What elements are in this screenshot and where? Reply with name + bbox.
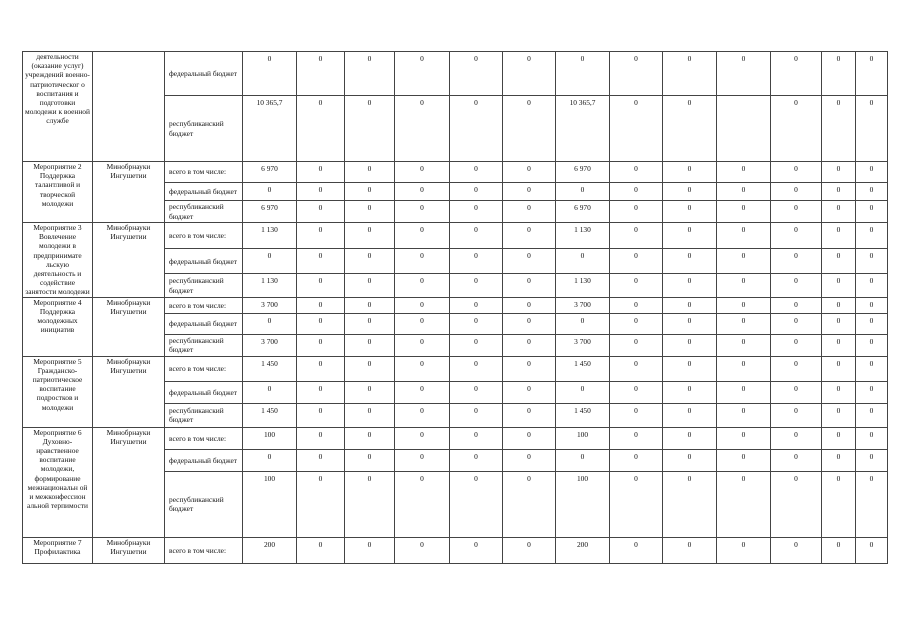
amount-cell: 0 [663,96,717,162]
amount-cell: 0 [822,427,856,449]
amount-cell: 0 [345,162,395,183]
amount-cell: 0 [771,356,822,381]
amount-cell: 0 [345,297,395,313]
amount-cell: 0 [717,223,771,249]
amount-cell: 0 [822,201,856,223]
amount-cell: 0 [663,356,717,381]
amount-cell: 0 [610,52,663,96]
table-row [23,52,888,96]
amount-cell: 0 [503,274,556,297]
amount-cell: 0 [503,183,556,201]
amount-cell: 0 [297,381,345,403]
amount-cell: 0 [243,449,297,471]
amount-cell: 0 [717,274,771,297]
amount-cell: 0 [345,471,395,537]
funding-source-cell: республиканский бюджет [165,403,243,427]
responsible-cell: Минобрнауки Ингушетии [93,223,165,298]
amount-cell: 0 [345,313,395,334]
amount-cell: 0 [822,297,856,313]
table-row [23,537,888,563]
amount-cell: 0 [503,96,556,162]
amount-cell: 0 [663,201,717,223]
amount-cell: 0 [663,297,717,313]
amount-cell: 1 450 [556,356,610,381]
amount-cell: 0 [243,249,297,274]
amount-cell: 0 [395,249,450,274]
amount-cell: 0 [822,52,856,96]
amount-cell: 0 [503,201,556,223]
amount-cell: 0 [556,249,610,274]
amount-cell: 0 [610,537,663,563]
amount-cell: 0 [450,471,503,537]
amount-cell: 0 [856,274,888,297]
amount-cell: 0 [503,223,556,249]
amount-cell: 0 [610,427,663,449]
amount-cell: 3 700 [556,334,610,356]
amount-cell: 1 450 [243,356,297,381]
amount-cell: 0 [450,403,503,427]
amount-cell: 0 [771,381,822,403]
amount-cell: 0 [395,313,450,334]
amount-cell: 0 [345,223,395,249]
amount-cell: 0 [856,449,888,471]
amount-cell: 0 [297,449,345,471]
amount-cell: 0 [297,162,345,183]
amount-cell: 0 [503,249,556,274]
amount-cell: 0 [556,449,610,471]
funding-source-cell: всего в том числе: [165,223,243,249]
amount-cell: 0 [822,403,856,427]
amount-cell: 0 [771,274,822,297]
funding-source-cell: республиканский бюджет [165,274,243,297]
amount-cell: 0 [297,427,345,449]
amount-cell: 0 [856,297,888,313]
amount-cell: 200 [556,537,610,563]
amount-cell: 0 [822,381,856,403]
amount-cell: 0 [717,449,771,471]
amount-cell: 0 [717,249,771,274]
amount-cell: 0 [822,162,856,183]
amount-cell: 0 [297,201,345,223]
amount-cell: 0 [345,427,395,449]
amount-cell: 0 [717,313,771,334]
amount-cell: 3 700 [243,334,297,356]
amount-cell: 6 970 [243,201,297,223]
amount-cell: 0 [771,52,822,96]
amount-cell: 0 [297,297,345,313]
amount-cell: 100 [556,427,610,449]
amount-cell: 0 [297,249,345,274]
amount-cell: 0 [822,274,856,297]
amount-cell: 0 [610,381,663,403]
amount-cell: 0 [610,274,663,297]
amount-cell: 0 [345,381,395,403]
amount-cell: 0 [243,183,297,201]
amount-cell: 0 [717,297,771,313]
amount-cell: 0 [663,334,717,356]
amount-cell: 10 365,7 [556,96,610,162]
amount-cell: 0 [856,403,888,427]
measure-name-cell: Мероприятие 5 Гражданско-патриотическое воспитание подростков и молодежи [23,356,93,427]
amount-cell: 0 [717,201,771,223]
amount-cell: 100 [243,427,297,449]
funding-source-cell: республиканский бюджет [165,96,243,162]
measure-name-cell: деятельности (оказание услуг) учреждений военно-патриотическог о воспитания и подготовки молодежи к военной службе [23,52,93,162]
amount-cell: 0 [297,52,345,96]
amount-cell: 1 450 [243,403,297,427]
amount-cell: 0 [503,449,556,471]
amount-cell: 0 [395,223,450,249]
amount-cell: 0 [395,334,450,356]
funding-source-cell: республиканский бюджет [165,201,243,223]
amount-cell: 0 [771,297,822,313]
amount-cell: 0 [822,249,856,274]
amount-cell: 0 [610,201,663,223]
amount-cell: 0 [856,96,888,162]
table-body [23,52,888,564]
amount-cell: 0 [771,96,822,162]
amount-cell: 0 [395,381,450,403]
funding-source-cell: всего в том числе: [165,537,243,563]
amount-cell: 6 970 [556,201,610,223]
responsible-cell: Минобрнауки Ингушетии [93,356,165,427]
amount-cell: 0 [610,223,663,249]
amount-cell: 0 [717,183,771,201]
amount-cell: 0 [856,356,888,381]
amount-cell: 0 [297,537,345,563]
amount-cell: 0 [345,356,395,381]
amount-cell: 1 130 [556,274,610,297]
amount-cell: 0 [663,381,717,403]
amount-cell: 0 [243,52,297,96]
table-row [23,223,888,249]
amount-cell: 100 [243,471,297,537]
amount-cell: 0 [663,313,717,334]
amount-cell: 0 [345,52,395,96]
amount-cell: 0 [610,471,663,537]
amount-cell: 0 [771,162,822,183]
budget-table [22,51,888,564]
table-row [23,162,888,183]
measure-name-cell: Мероприятие 6 Духовно-нравственное воспитание молодежи, формирование межнациональн ой и межконфессион альной терпимости [23,427,93,537]
measure-name-cell: Мероприятие 4 Поддержка молодежных инициатив [23,297,93,356]
amount-cell: 0 [856,471,888,537]
amount-cell: 0 [503,313,556,334]
amount-cell: 0 [771,334,822,356]
amount-cell: 0 [856,52,888,96]
funding-source-cell: федеральный бюджет [165,183,243,201]
amount-cell: 0 [503,162,556,183]
amount-cell: 0 [663,223,717,249]
amount-cell: 0 [610,403,663,427]
amount-cell: 0 [297,334,345,356]
amount-cell: 0 [450,334,503,356]
amount-cell: 0 [450,183,503,201]
amount-cell: 3 700 [556,297,610,313]
amount-cell: 0 [503,297,556,313]
amount-cell: 0 [822,313,856,334]
funding-source-cell: всего в том числе: [165,162,243,183]
amount-cell: 0 [771,249,822,274]
amount-cell: 0 [856,162,888,183]
amount-cell: 0 [450,96,503,162]
amount-cell: 0 [822,449,856,471]
amount-cell: 0 [450,52,503,96]
amount-cell: 0 [663,537,717,563]
amount-cell: 0 [297,274,345,297]
amount-cell: 0 [243,381,297,403]
amount-cell: 0 [503,471,556,537]
amount-cell: 0 [822,96,856,162]
amount-cell: 0 [856,223,888,249]
amount-cell: 0 [450,381,503,403]
amount-cell: 0 [663,183,717,201]
amount-cell: 0 [395,96,450,162]
amount-cell: 0 [663,449,717,471]
amount-cell: 0 [717,381,771,403]
amount-cell: 0 [771,537,822,563]
amount-cell: 0 [345,537,395,563]
amount-cell: 0 [345,201,395,223]
amount-cell: 0 [503,403,556,427]
amount-cell: 0 [243,313,297,334]
amount-cell: 0 [395,537,450,563]
amount-cell: 0 [450,313,503,334]
amount-cell: 0 [856,334,888,356]
amount-cell: 0 [395,471,450,537]
amount-cell: 0 [771,403,822,427]
funding-source-cell: федеральный бюджет [165,249,243,274]
amount-cell: 0 [663,52,717,96]
table-row [23,356,888,381]
amount-cell: 0 [345,334,395,356]
funding-source-cell: республиканский бюджет [165,334,243,356]
amount-cell: 0 [297,471,345,537]
amount-cell: 0 [556,381,610,403]
amount-cell: 0 [450,201,503,223]
amount-cell: 1 130 [243,274,297,297]
amount-cell: 0 [503,537,556,563]
amount-cell: 0 [450,274,503,297]
amount-cell: 1 450 [556,403,610,427]
measure-name-cell: Мероприятие 7 Профилактика [23,537,93,563]
funding-source-cell: всего в том числе: [165,356,243,381]
responsible-cell: Минобрнауки Ингушетии [93,162,165,223]
amount-cell: 0 [395,356,450,381]
amount-cell: 1 130 [243,223,297,249]
amount-cell: 0 [822,471,856,537]
amount-cell: 0 [610,249,663,274]
amount-cell: 0 [395,297,450,313]
amount-cell: 0 [771,471,822,537]
amount-cell: 0 [297,183,345,201]
amount-cell: 0 [822,356,856,381]
amount-cell: 0 [503,356,556,381]
amount-cell: 0 [450,223,503,249]
amount-cell: 0 [663,249,717,274]
amount-cell: 0 [450,356,503,381]
amount-cell: 0 [395,201,450,223]
amount-cell: 0 [771,183,822,201]
amount-cell: 0 [297,96,345,162]
amount-cell: 0 [663,403,717,427]
funding-source-cell: федеральный бюджет [165,52,243,96]
responsible-cell: Минобрнауки Ингушетии [93,537,165,563]
amount-cell: 0 [771,201,822,223]
amount-cell: 0 [450,249,503,274]
amount-cell: 0 [610,183,663,201]
amount-cell: 0 [503,427,556,449]
amount-cell: 0 [663,162,717,183]
amount-cell: 0 [717,162,771,183]
amount-cell: 0 [610,162,663,183]
amount-cell: 0 [345,183,395,201]
amount-cell [717,96,771,162]
amount-cell: 0 [856,249,888,274]
amount-cell: 0 [297,313,345,334]
amount-cell: 0 [450,449,503,471]
amount-cell: 0 [856,381,888,403]
amount-cell: 0 [345,449,395,471]
amount-cell: 0 [717,52,771,96]
measure-name-cell: Мероприятие 3 Вовлечение молодежи в предпринимате льскую деятельность и содействие занятости молодежи [23,223,93,298]
amount-cell: 0 [771,427,822,449]
amount-cell: 0 [717,471,771,537]
amount-cell: 0 [610,334,663,356]
amount-cell: 0 [717,403,771,427]
amount-cell: 0 [297,403,345,427]
amount-cell: 1 130 [556,223,610,249]
amount-cell: 0 [395,183,450,201]
amount-cell: 0 [663,471,717,537]
amount-cell: 0 [297,223,345,249]
amount-cell: 0 [503,52,556,96]
amount-cell: 6 970 [243,162,297,183]
responsible-cell [93,52,165,162]
amount-cell: 6 970 [556,162,610,183]
amount-cell: 0 [717,334,771,356]
amount-cell: 0 [345,249,395,274]
amount-cell: 0 [822,537,856,563]
amount-cell: 0 [395,274,450,297]
amount-cell: 0 [663,274,717,297]
amount-cell: 0 [610,449,663,471]
amount-cell: 0 [822,223,856,249]
amount-cell: 0 [395,449,450,471]
amount-cell: 0 [822,334,856,356]
amount-cell: 0 [856,183,888,201]
document-page [22,51,888,564]
amount-cell: 0 [771,313,822,334]
amount-cell: 0 [856,313,888,334]
responsible-cell: Минобрнауки Ингушетии [93,297,165,356]
amount-cell: 0 [610,313,663,334]
amount-cell: 0 [503,381,556,403]
amount-cell: 0 [556,183,610,201]
funding-source-cell: федеральный бюджет [165,381,243,403]
funding-source-cell: федеральный бюджет [165,313,243,334]
table-row [23,297,888,313]
funding-source-cell: всего в том числе: [165,427,243,449]
amount-cell: 0 [771,223,822,249]
responsible-cell: Минобрнауки Ингушетии [93,427,165,537]
amount-cell: 0 [856,201,888,223]
amount-cell: 0 [556,313,610,334]
amount-cell: 0 [450,427,503,449]
amount-cell: 0 [345,274,395,297]
amount-cell: 0 [450,537,503,563]
amount-cell: 0 [450,162,503,183]
amount-cell: 0 [717,537,771,563]
amount-cell: 0 [717,427,771,449]
amount-cell: 200 [243,537,297,563]
amount-cell: 0 [556,52,610,96]
funding-source-cell: федеральный бюджет [165,449,243,471]
amount-cell: 3 700 [243,297,297,313]
amount-cell: 0 [297,356,345,381]
amount-cell: 0 [856,537,888,563]
amount-cell: 0 [395,427,450,449]
amount-cell: 0 [450,297,503,313]
measure-name-cell: Мероприятие 2 Поддержка талантливой и творческой молодежи [23,162,93,223]
amount-cell: 10 365,7 [243,96,297,162]
funding-source-cell: всего в том числе: [165,297,243,313]
amount-cell: 0 [395,162,450,183]
amount-cell: 100 [556,471,610,537]
amount-cell: 0 [610,96,663,162]
amount-cell: 0 [503,334,556,356]
amount-cell: 0 [345,403,395,427]
amount-cell: 0 [771,449,822,471]
amount-cell: 0 [395,52,450,96]
amount-cell: 0 [610,356,663,381]
amount-cell: 0 [856,427,888,449]
amount-cell: 0 [395,403,450,427]
amount-cell: 0 [822,183,856,201]
amount-cell: 0 [717,356,771,381]
funding-source-cell: республиканский бюджет [165,471,243,537]
amount-cell: 0 [610,297,663,313]
amount-cell: 0 [663,427,717,449]
amount-cell: 0 [345,96,395,162]
table-row [23,427,888,449]
